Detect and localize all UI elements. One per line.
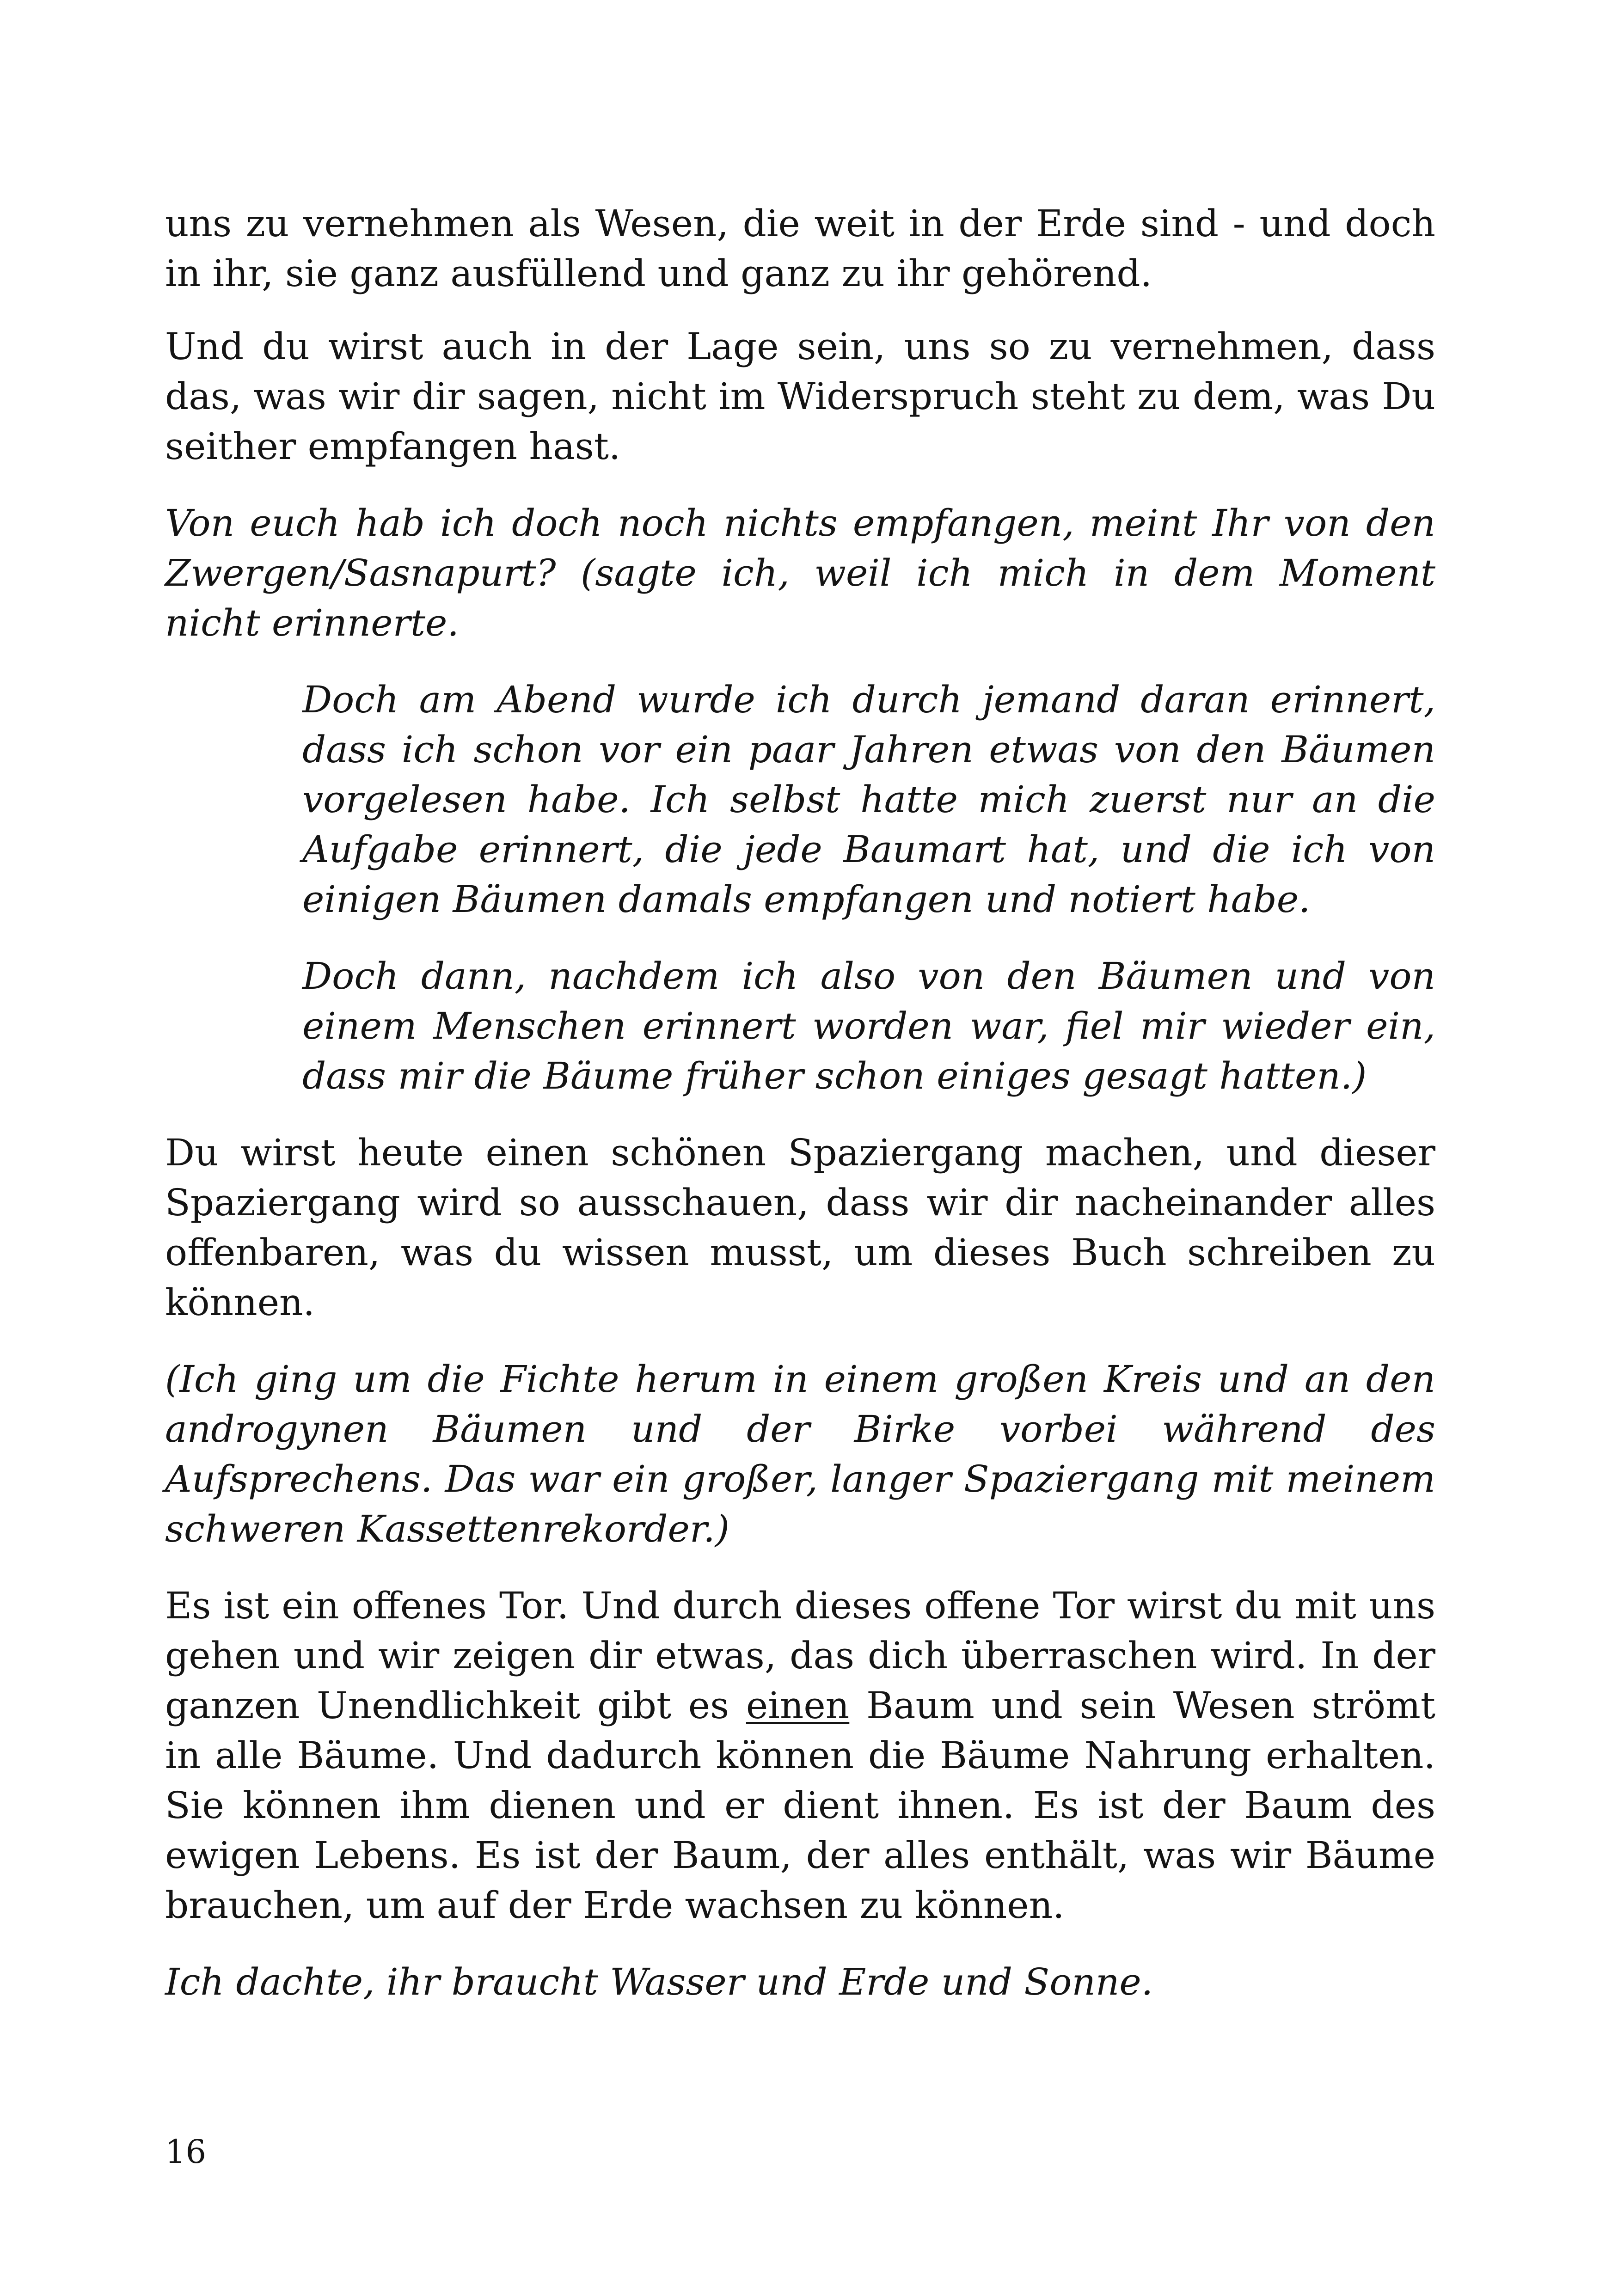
italic-paragraph-9: Ich dachte, ihr braucht Wasser und Erde und Sonne. — [165, 1960, 1153, 2003]
paragraph-2: Und du wirst auch in der Lage sein, uns so zu vernehmen, dass das, was wir dir sagen, nicht im Widerspruch steht zu dem, was Du seither empfangen hast. — [165, 325, 1435, 468]
indented-paragraph-5: Doch dann, nachdem ich also von den Bäumen und von einem Menschen erinnert worden war, fiel mir wieder ein, dass mir die Bäume früher schon einiges gesagt hatten.) — [302, 955, 1435, 1097]
indented-paragraph-4: Doch am Abend wurde ich durch jemand daran erinnert, dass ich schon vor ein paar Jahren etwas von den Bäumen vorgelesen habe. Ich selbst hatte mich zuerst nur an die Aufgabe erinnert, die jede Baumart hat, und die ich von einigen Bäumen damals empfangen und notiert habe. — [302, 678, 1435, 921]
paragraph-1: uns zu vernehmen als Wesen, die weit in der Erde sind - und doch in ihr, sie ganz ausfüllend und ganz zu ihr gehörend. — [165, 202, 1435, 295]
paragraph-8 — [165, 1581, 1435, 1930]
paragraph-8-text-end: Baum und sein Wesen strömt in alle Bäume. Und dadurch können die Bäume Nahrung erhalten. Sie können ihm dienen und er dient ihnen. Es ist der Baum des ewigen Lebens. Es ist der Baum, der alles enthält, was wir Bäume brauchen, um auf der Erde wachsen zu können. — [165, 1684, 1436, 1927]
underlined-word: einen — [746, 1684, 850, 1727]
italic-paragraph-3: Von euch hab ich doch noch nichts empfangen, meint Ihr von den Zwergen/Sasnapurt? (sagte ich, weil ich mich in dem Moment nicht erinnerte. — [165, 502, 1435, 644]
indented-note — [302, 675, 1435, 1101]
italic-paragraph-7: (Ich ging um die Fichte herum in einem großen Kreis und an den androgynen Bäumen und der Birke vorbei während des Aufsprechens. Das war ein großer, langer Spaziergang mit meinem schweren Kassettenrekorder.) — [165, 1358, 1435, 1550]
page-body — [165, 199, 1435, 2007]
page-number: 16 — [165, 2133, 207, 2171]
paragraph-6: Du wirst heute einen schönen Spaziergang machen, und dieser Spaziergang wird so ausschauen, dass wir dir nacheinander alles offenbaren, was du wissen musst, um dieses Buch schreiben zu können. — [165, 1131, 1435, 1324]
paragraph-8-text-start: Es ist ein offenes Tor. Und durch dieses offene Tor wirst du mit uns gehen und wir zeigen dir etwas, das dich überraschen wird. In der ganzen Unendlichkeit gibt es — [165, 1584, 1435, 1727]
